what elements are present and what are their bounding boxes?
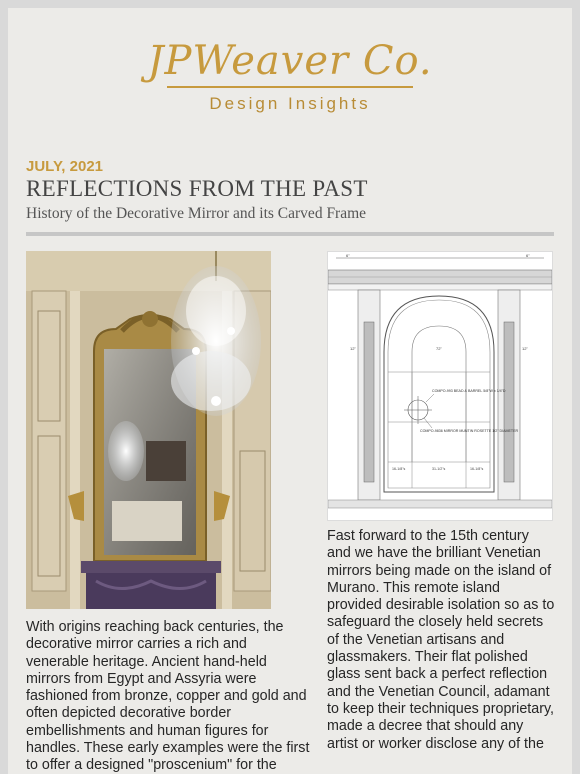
dim-bottom-1: 16-1/8"s bbox=[392, 467, 406, 471]
article-title: REFLECTIONS FROM THE PAST bbox=[26, 176, 368, 201]
dim-side-right: 12" bbox=[522, 346, 528, 351]
mirror-elevation-drawing bbox=[328, 252, 552, 520]
dim-side-left: 12" bbox=[350, 346, 356, 351]
dim-mid: 72" bbox=[436, 346, 442, 351]
dim-bottom-2: 31-1/2"s bbox=[432, 467, 446, 471]
article-subtitle: History of the Decorative Mirror and its Carved Frame bbox=[26, 205, 367, 222]
callout-bead-barrel: COMPO-993 BEAD & BARREL 5/8"W x 1/4"D bbox=[432, 389, 506, 393]
article-paragraph-left: With origins reaching back centuries, the decorative mirror carries a rich and venerable heritage. Ancient hand-held mirrors from Egypt and Assyria were fashioned from bronze, copper and gold and often depicted decorative border embellishments and human figures for handles. These early examples were the first to offer a designed "proscenium" for the bbox=[26, 619, 310, 774]
dim-top-right: 6" bbox=[526, 253, 530, 258]
technical-drawing[interactable] bbox=[327, 251, 553, 521]
logo-subtitle: Design Insights bbox=[209, 94, 371, 113]
article-paragraph-right: Fast forward to the 15th century and we have the brilliant Venetian mirrors being made on the island of Murano. This remote island provided desirable isolation so as to safeguard the closely held secrets of the Venetian artisans and glassmakers. Their flat polished glass sent back a perfect reflection and the Venetian Council, adamant to keep their techniques proprietary, made a decree that should any artist or worker disclose any of the bbox=[327, 528, 555, 752]
brand-logo[interactable] bbox=[8, 38, 572, 114]
logo-rule bbox=[167, 86, 413, 88]
dim-bottom-3: 16-1/8"s bbox=[470, 467, 484, 471]
section-divider bbox=[26, 232, 554, 236]
mirror-photo[interactable] bbox=[26, 251, 271, 609]
dim-top-left: 6" bbox=[346, 253, 350, 258]
newsletter-sheet bbox=[8, 8, 572, 774]
mirror-photo-illustration bbox=[26, 251, 271, 609]
callout-rosette: COMPO-9836 MIRROR MUNTIN ROSETTE 1/2" DIAMETER bbox=[420, 429, 519, 433]
logo-script-text: JPWeaver Co. bbox=[147, 38, 433, 84]
issue-date: JULY, 2021 bbox=[26, 158, 104, 175]
